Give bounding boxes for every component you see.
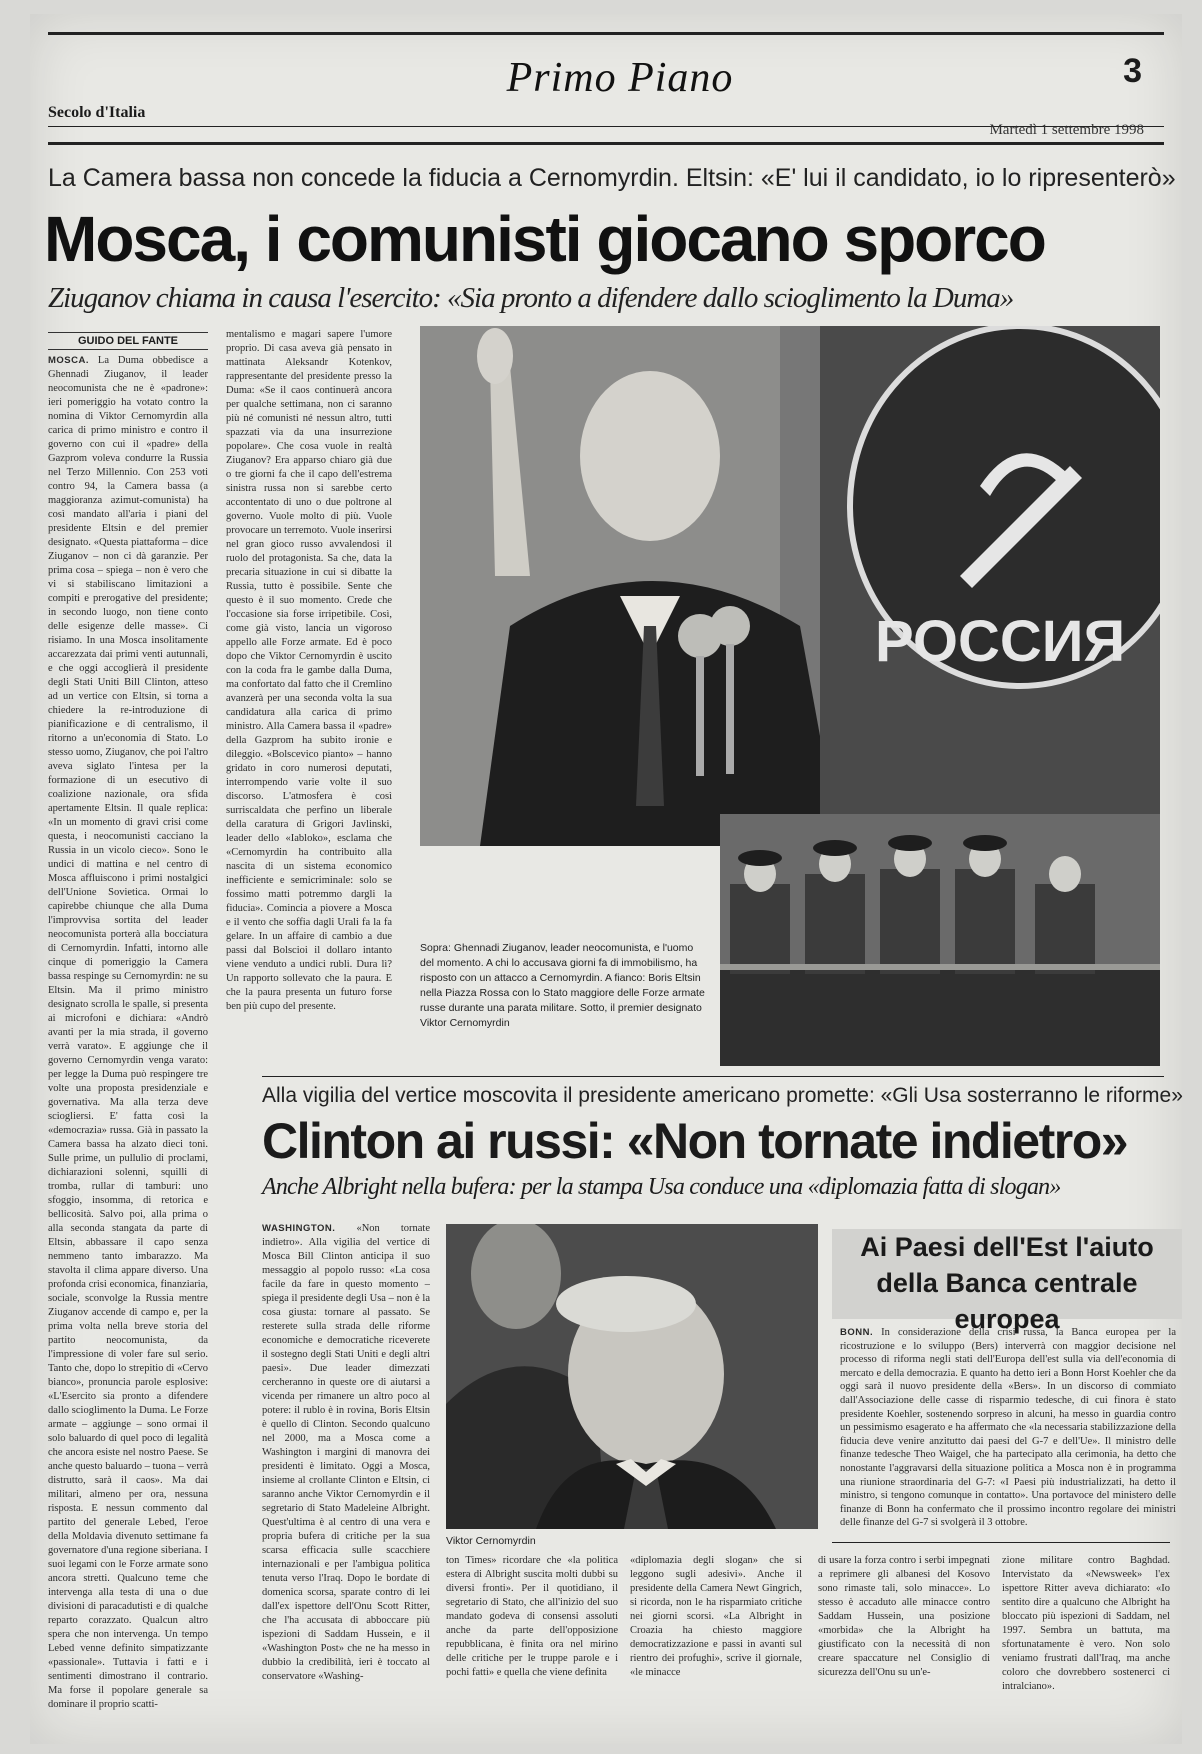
article2-column-5: zione militare contro Baghdad. Intervistato da «Newsweek» l'ex ispettore Ritter aveva dichiarato: «Io sentito dire a qualcuno che Albright ha bloccato più ispezioni di Saddam, nel 1997. Sembra un battuta, ma sfortunatamente è vero. Non solo veniamo frustrati dall'Iraq, ma anche coloro che dovrebbero sostenerci ci intralciano». [1002,1555,1170,1692]
parade-photo [720,814,1160,1066]
article1-subhead: Ziuganov chiama in causa l'esercito: «Sia pronto a difendere dallo scioglimento la Duma» [48,282,1014,314]
article2-column-1 [262,1222,430,1734]
article2-photo-caption: Viktor Cernomyrdin [446,1535,536,1547]
article2-top-rule [262,1076,1164,1077]
masthead-bottom-rule [48,142,1164,145]
article3-bottom-rule [832,1542,1170,1543]
article1-photo-caption: Sopra: Ghennadi Ziuganov, leader neocomunista, e l'uomo del momento. A chi lo accusava giorni fa di immobilismo, ha risposto con un attacco a Cernomyrdin. A fianco: Boris Eltsin nella Piazza Rossa con lo Stato maggiore delle Forze armate russe durante una parata militare. Sotto, il premier designato Viktor Cernomyrdin [420,942,705,1029]
article3-body-text: In considerazione della crisi russa, la Banca europea per la ricostruzione e lo sviluppo (Bers) interverrà con maggior decisione nel processo di riforma negli stati dell'Europa dell'est sulla via dell'economia di mercato e della democrazia. E quanto ha detto ieri a Bonn Horst Koehler che da oggi sarà il nuovo presidente della «Bers». In un discorso di commiato dall'Associazione delle casse di risparmio tedesche, di cui finora è stato presidente Koehler, sostenendo sorpreso in alcuni, ha messo in guardia contro un pessimismo esagerato e ha affermato che «la necessaria stabilizzazione della fiducia deve venire anzitutto dai paesi del G-7 e dell'Ue». Il ministro delle finanze tedesche Theo Waigel, che ha partecipato alla cerimonia, ha detto che nonostante l'aggravarsi della situazione politica a Mosca non è in programma una riunione straordinaria del G-7: «I Paesi più industrializzati, ha detto il ministro, si tengono comunque in contatto». Una portavoce del ministero delle finanze di Bonn ha confermato che il prossimo incontro regolare dei ministri delle finanze del G-7 si svolgerà il 3 ottobre. [840,1327,1176,1529]
article3-headline-line1: Ai Paesi dell'Est l'aiuto [860,1232,1154,1262]
article1-headline: Mosca, i comunisti giocano sporco [44,203,1045,275]
article1-column-2: mentalismo e magari sapere l'umore proprio. Di casa aveva già pensato in mattinata Aleksandr Kotenkov, rappresentante del presidente presso la Duma: «Se il caos continuerà ancora per qualche settimana, non ci saranno più né comunisti né nessun altro, tutti spazzati via da una insurrezione popolare». Che cosa vuole in realtà Ziuganov? Era apparso chiaro già due o tre giorni fa che il capo dell'estrema sinistra russa non si sarebbe certo accontentato di uno o due poltrone al governo. Vuole molto di più. Vuole provocare un terremoto. Vuole inserirsi nel gran gioco russo avvalendosi il ruolo del protagonista. Sa che, data la precaria situazione in cui si dibatte la Russia, tutto è possibile. Sente che questo è il suo momento. Crede che l'occasione sia forse irripetibile. Così, come già visto, lancia un vigoroso appello alle Forze armate. Ed è poco dopo che Viktor Cernomyrdin è uscito con la coda fra le gambe dalla Duma, ma confortato dal fatto che il Cremlino avanzerà per una seconda volta la sua candidatura alla carica di primo ministro. Alla Camera bassa il «padre» della Gazprom ha subito ironie e dileggio. «Bolscevico pianto» – hanno gridato in coro numerosi deputati, interrompendo varie volte il suo discorso. L'atmosfera è così surriscaldata che perfino un liberale della caratura di Grigori Javlinski, leader dello «Iabloko», esclama che «Cernomyrdin ha contribuito alla nascita di un sistema economico inefficiente e semicriminale: solo se fossimo matti potremmo dargli la fiducia». Comincia a piovere a Mosca e il vento che soffia dagli Urali fa la fa gelare. In un affaire di cambio a due passi dal Bolscioi il dollaro intanto viene venduto a undici rubli. Dura lì? Un rapporto sollevato che la paura. E che la paura presenta un futuro forse ben più cupo del presente. [226,329,392,1012]
photo-sign-text: РОССИЯ [875,609,1126,674]
article1-dateline: MOSCA. [48,355,89,366]
article3-headline-line2: della Banca centrale europea [876,1268,1138,1334]
article3-body [840,1326,1176,1536]
article2-dateline: WASHINGTON. [262,1223,336,1234]
article3-dateline: BONN. [840,1327,874,1338]
article1-kicker: La Camera bassa non concede la fiducia a Cernomyrdin. Eltsin: «E' lui il candidato, io lo ripresenterò» [48,164,1176,192]
newspaper-page [30,14,1182,1744]
article2-column-4: di usare la forza contro i serbi impegnati a reprimere gli albanesi del Kosovo sono rimaste tali, solo minacce». Lo stesso è accaduto alle minacce contro Saddam Hussein, una posizione «morbida» che la Albright ha giustificato con la necessità di non creare spaccature nel Consiglio di sicurezza dell'Onu su un'e- [818,1555,990,1678]
article2-column-2: ton Times» ricordare che «la politica estera di Albright suscita molti dubbi su diversi fronti». Per il quotidiano, il segretario di Stato, che all'inizio del suo mandato godeva di consensi assoluti anche da parte dell'opposizione repubblicana, è finita ora nel mirino delle critiche per le truppe parole e i pochi fatti» e quella che viene definita [446,1555,618,1678]
page-number: 3 [1123,52,1142,90]
article2-column-3: «diplomazia degli slogan» che si leggono sugli adesivi». Anche il presidente della Camera Newt Gingrich, si ricorda, non le ha risparmiato critiche nei giorni scorsi. «La Albright in Croazia ha chiesto maggiore democratizzazione e passi in avanti sul rientro dei profughi», scrive il giornale, «le minacce [630,1555,802,1678]
ziuganov-photo [420,326,1160,846]
article1-column-1 [48,354,208,1734]
top-rule [48,32,1164,35]
paper-name: Secolo d'Italia [48,104,146,121]
article1-byline: GUIDO DEL FANTE [48,332,208,350]
article2-headline: Clinton ai russi: «Non tornate indietro» [262,1113,1128,1169]
issue-date: Martedì 1 settembre 1998 [989,122,1144,138]
cernomyrdin-photo [446,1224,818,1529]
article2-kicker: Alla vigilia del vertice moscovita il presidente americano promette: «Gli Usa sosterranno le riforme» [262,1084,1183,1107]
article2-col1-text: «Non tornate indietro». Alla vigilia del vertice di Mosca Bill Clinton anticipa il suo messaggio al popolo russo: «La cosa facile da fare in questo momento – spiega il presidente degli Usa – non è la cosa giusta: tornare al passato. Se resterete sulla strada delle riforme economiche e democratiche riceverete il sostegno degli Stati Uniti e degli altri paesi». Due leader dimezzati cercheranno in queste ore di aiutarsi a vicenda per rimanere un altro poco al potere: il rublo è in rovina, Boris Eltsin è quello di Clinton. Secondo qualcuno nel 2000, ma a Mosca come a Washington i margini di manovra dei presidenti è limitato. Oggi a Mosca, insieme al crollante Clinton e Eltsin, ci saranno anche Viktor Cernomyrdin e il segretario di Stato Madeleine Albright. Quest'ultima è al centro di una vera e propria bufera di critiche per la sua scarsa efficacia sulle scacchiere internazionali e per l'ambigua politica tenuta verso l'Iraq. Dopo le bordate di domenica scorsa, sparate contro di lei dall'ex ispettore dell'Onu Scott Ritter, che l'ha accusata di abboccare più ispezioni di Saddam Hussein, e il «Washington Post» che ne ha messo in dubbio la credibilità, ieri è toccato al conservatore «Washing- [262,1223,430,1682]
article2-subhead: Anche Albright nella bufera: per la stampa Usa conduce una «diplomazia fatta di slogan» [262,1174,1061,1200]
article1-col1-text: La Duma obbedisce a Ghennadi Ziuganov, il leader neocomunista che ne è «padrone»: ieri pomeriggio ha votato contro la nomina di Viktor Cernomyrdin alla carica di primo ministro e contro il governo con cui il «padre» della Gazprom voleva condurre la Russia nel Terzo Millennio. Con 253 voti contro 94, la Camera bassa (a maggioranza azimut-comunista) ha così mandato all'aria i piani del presidente Eltsin e del premier designato. «Questa piattaforma – dice Ziuganov – non ci dà garanzie. Per prima cosa – spiega – non è vero che vi si stabiliscano limitazioni a compiti e prerogative del presidente; in secondo luogo, non tiene conto delle esigenze delle masse». Ci risiamo. In una Mosca insolitamente accarezzata dai primi venti autunnali, e che oggi accoglierà il presidente degli Stati Uniti Bill Clinton, atteso ad un vertice con Eltsin, si torna a chiedere la re-introduzione di pianificazione e di centralismo, il ritorno a un'economia di Stato. Lo stesso uomo, Ziuganov, che poi l'altro aveva siglato l'intesa per la formazione di un esecutivo di coalizione nazionale, ora sfida apertamente Eltsin. Il quale replica: «In un momento di gravi crisi come questa, i neocomunisti cacciano la Russia in un vicolo cieco». Sono le undici di mattina e nel centro di Mosca affluiscono i primi nostalgici dell'Unione Sovietica. Ormai lo capirebbe chiunque che alla Duma l'improvvisa sortita del leader neocomunista porterà alla bocciatura di Cernomyrdin. Infatti, intorno alle cinque di pomeriggio la Camera bassa respinge su Cernomyrdin: ne su Eltsin. Ma il primo ministro designato scrolla le spalle, si presenta ai microfoni e dichiara: «Andrò avanti per la mia strada, il governo verrà varato». E aggiunge che il governo Cernomyrdin venga varato: per legge la Duma può respingere tre volte una proposta presidenziale e governativa. Ma alla terza deve sciogliersi. E' fatta così la «democrazia» russa. Già in passato la Camera bassa ha alzato dieci toni. Sulle prime, un pullulìo di proclami, dichiarazioni solenni, squilli di tromba, rullar di tamburi: uno sfoggio, insomma, di retorica e bellicosità. Salvo poi, alla prima o alla seconda stangata da parte di Eltsin, abbassare il capo senza nemmeno tanto imbarazzo. Ma stavolta il clima appare diverso. Una profonda crisi economica, finanziaria, sociale, sconvolge la Russia mentre Ziuganov accende di campo e, per la prima volta nella breve storia del partito neocomunista, da l'impressione di voler fare sul serio. Tanto che, dopo lo strepitio di «Cervo bianco», pronuncia parole esplosive: «L'Esercito sia pronto a difendere dallo scioglimento la Duma. Le Forze armate – aggiunge – sono ormai il solo baluardo di quel poco di legalità che ancora esiste nel nostro Paese. Se anche questo baluardo – tuona – verrà distrutto, sarà il caos». Ma dai militari, almeno per ora, nessuna risposta. E nessun commento dal partito del generale Lebed, l'eroe della Moldavia divenuto settimane fa governatore d'una regione siberiana. I suoi legami con le Forze armate sono ancora stretti. Qualcuno teme che intervenga alla testa di una o due divisioni di paracadutisti e di qualche reparto corazzato. Qualcun altro spera che non intervenga. Un tempo Lebed venne definito simpatizzante «passionale». Tuttavia i fatti e i sentimenti dimostrano il contrario. Ma forse il popolare generale sa dominare il proprio scatti- [48,355,208,1710]
section-title: Primo Piano [506,55,734,101]
